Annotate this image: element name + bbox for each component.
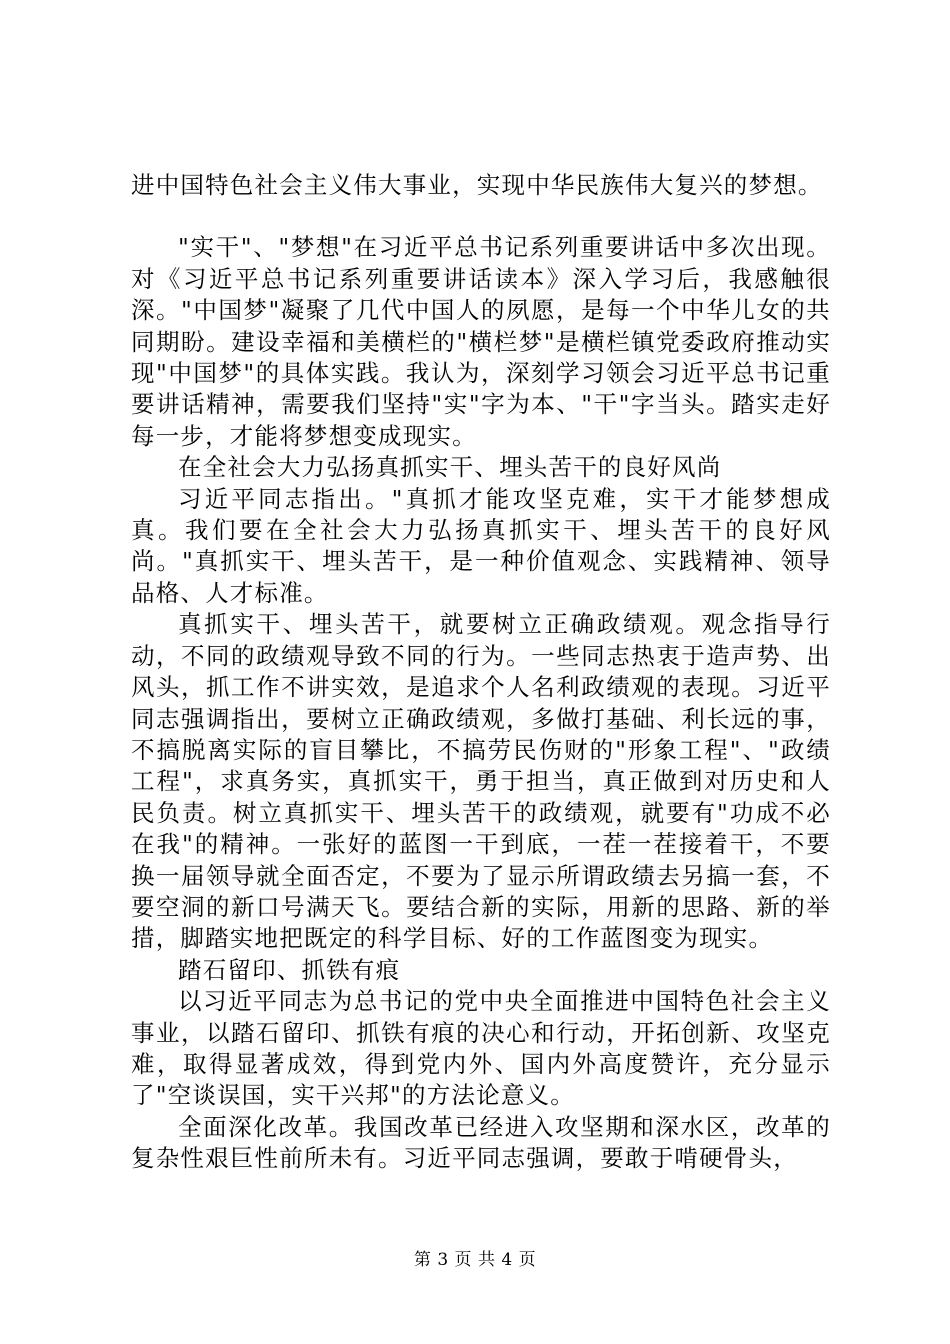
document-body (131, 170, 831, 1175)
paragraph-shenhua-gaige: 全面深化改革。我国改革已经进入攻坚期和深水区，改革的复杂性艰巨性前所未有。习近平同志强调，要敢于啃硬骨头， (131, 1112, 831, 1173)
section-heading-tashi-liuyin: 踏石留印、抓铁有痕 (178, 955, 401, 984)
paragraph-dang-zhongyang: 以习近平同志为总书记的党中央全面推进中国特色社会主义事业，以踏石留印、抓铁有痕的决心和行动，开拓创新、攻坚克难，取得显著成效，得到党内外、国内外高度赞许，充分显示了"空谈误国，实干兴邦"的方法论意义。 (131, 987, 831, 1110)
paragraph-continuation: 进中国特色社会主义伟大事业，实现中华民族伟大复兴的梦想。 (131, 171, 823, 199)
section-heading-zhenzhua-shigan: 在全社会大力弘扬真抓实干、埋头苦干的良好风尚 (178, 453, 722, 482)
paragraph-xi-quote: 习近平同志指出。"真抓才能攻坚克难，实干才能梦想成真。我们要在全社会大力弘扬真抓实干、埋头苦干的良好风尚。"真抓实干、埋头苦干，是一种价值观念、实践精神、领导品格、人才标准。 (131, 484, 831, 607)
paragraph-shigan-mengxiang: "实干"、"梦想"在习近平总书记系列重要讲话中多次出现。对《习近平总书记系列重要讲话读本》深入学习后，我感触很深。"中国梦"凝聚了几代中国人的夙愿，是每一个中华儿女的共同期盼。建设幸福和美横栏的"横栏梦"是横栏镇党委政府推动实现"中国梦"的具体实践。我认为，深刻学习领会习近平总书记重要讲话精神，需要我们坚持"实"字为本、"干"字当头。踏实走好每一步，才能将梦想变成现实。 (131, 233, 831, 450)
page-number-footer: 第 3 页 共 4 页 (413, 1250, 537, 1270)
paragraph-zhengji-guan: 真抓实干、埋头苦干，就要树立正确政绩观。观念指导行动，不同的政绩观导致不同的行为。一些同志热衷于造声势、出风头，抓工作不讲实效，是追求个人名利政绩观的表现。习近平同志强调指出，要树立正确政绩观，多做打基础、利长远的事，不搞脱离实际的盲目攀比，不搞劳民伤财的"形象工程"、"政绩工程"，求真务实，真抓实干，勇于担当，真正做到对历史和人民负责。树立真抓实干、埋头苦干的政绩观，就要有"功成不必在我"的精神。一张好的蓝图一干到底，一茬一茬接着干，不要换一届领导就全面否定，不要为了显示所谓政绩去另搞一套，不要空洞的新口号满天飞。要结合新的实际，用新的思路、新的举措，脚踏实地把既定的科学目标、好的工作蓝图变为现实。 (131, 610, 831, 953)
